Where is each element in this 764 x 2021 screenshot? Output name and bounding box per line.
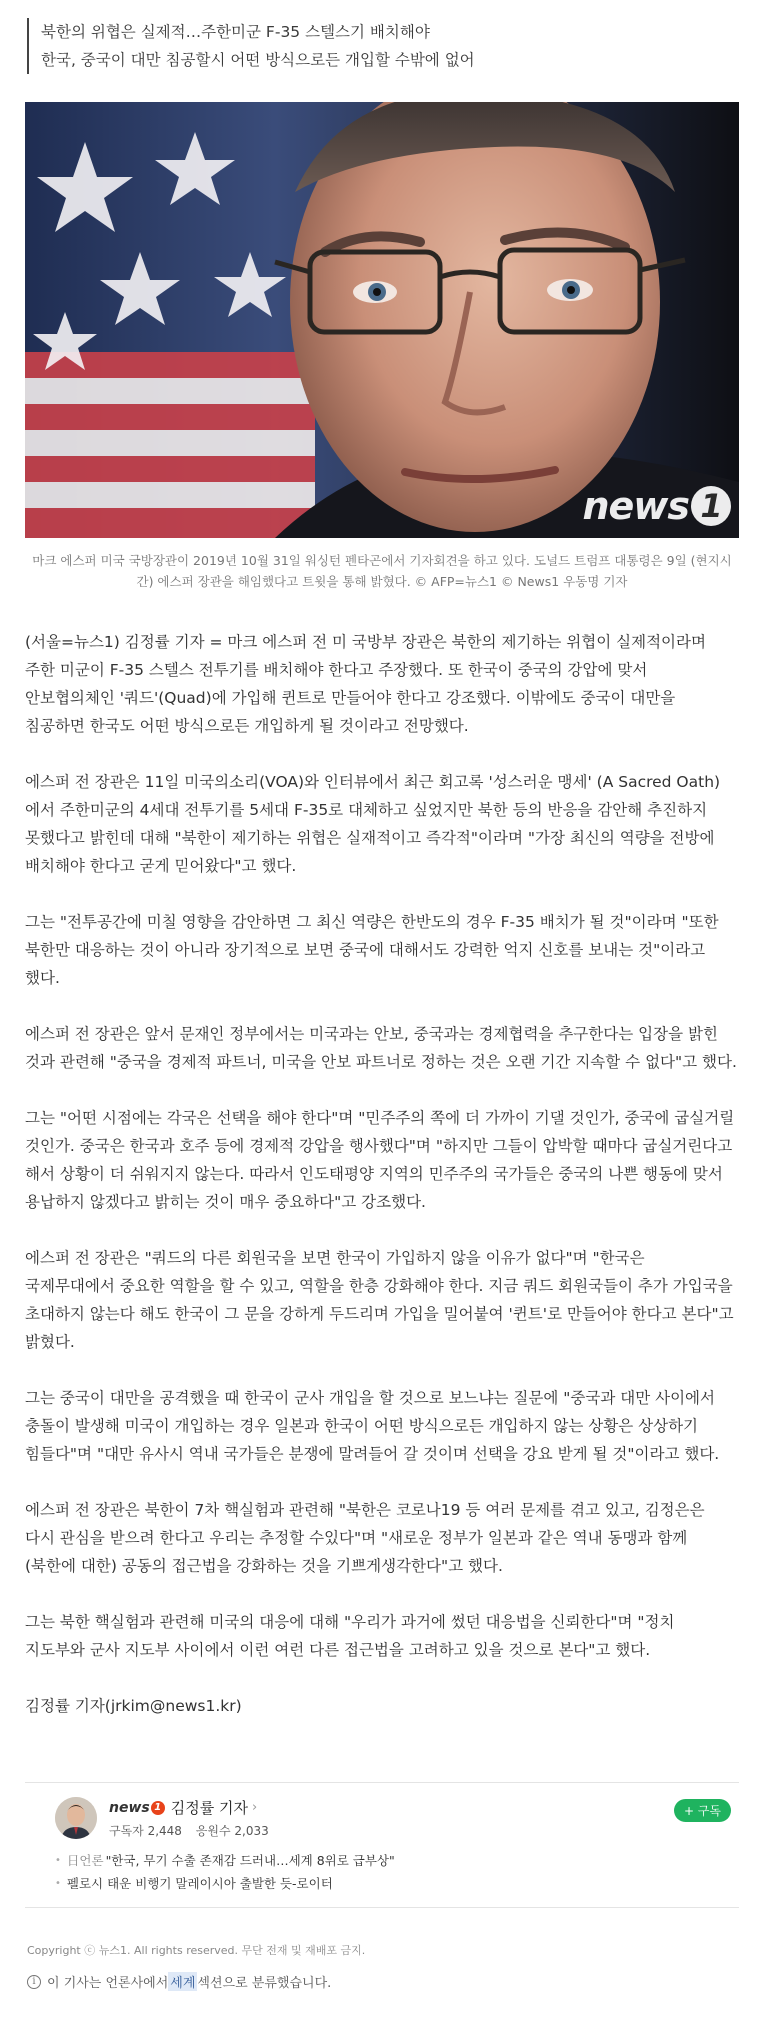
- article-paragraph: 그는 북한 핵실험과 관련해 미국의 대응에 대해 "우리가 과거에 썼던 대응법을 신뢰한다"며 "정치 지도부와 군사 지도부 사이에서 이런 여런 다른 접근법을 고려하고 있을 것으로 본다"고 했다.: [25, 1613, 675, 1659]
- article-paragraph: 에스퍼 전 장관은 "쿼드의 다른 회원국을 보면 한국이 가입하지 않을 이유가 없다"며 "한국은 국제무대에서 중요한 역할을 할 수 있고, 역할을 한층 강화해야 한다. 지금 쿼드 회원국들이 추가 가입국을 초대하지 않는다 해도 한국이 그 문을 강하게 두드리며 가입을 밀어붙여 '퀸트'로 만들어야 한다고 본다"고 밝혔다.: [25, 1249, 734, 1351]
- article-paragraph: (서울=뉴스1) 김정률 기자 = 마크 에스퍼 전 미 국방부 장관은 북한의 제기하는 위협이 실제적이라며 주한 미군이 F-35 스텔스 전투기를 배치해야 한다고 주장했다. 또 한국이 중국의 강압에 맞서 안보협의체인 '쿼드'(Quad)에 가입해 퀸트로 만들어야 한다고 강조했다. 이밖에도 중국이 대만을 침공하면 한국도 어떤 방식으로든 개입하게 될 것이라고 전망했다.: [25, 633, 706, 735]
- reporter-avatar[interactable]: [55, 1797, 97, 1839]
- article-body: [25, 628, 739, 1720]
- section-classification: [27, 1972, 739, 1991]
- article-photo[interactable]: [25, 102, 739, 538]
- article-subtitle: [27, 18, 739, 74]
- avatar-image: [55, 1797, 97, 1839]
- article-paragraph: 그는 "전투공간에 미칠 영향을 감안하면 그 최신 역량은 한반도의 경우 F-35 배치가 될 것"이라며 "또한 북한만 대응하는 것이 아니라 장기적으로 보면 중국에 대해서도 강력한 억지 신호를 보내는 것"이라고 했다.: [25, 913, 719, 987]
- news1-watermark: [582, 484, 731, 528]
- article-byline: 김정률 기자(jrkim@news1.kr): [25, 1697, 242, 1715]
- bullet-icon: •: [55, 1855, 61, 1866]
- news1-logo: [109, 1800, 165, 1816]
- supporter-count: 응원수 2,033: [195, 1824, 269, 1838]
- subtitle-line-1: 북한의 위협은 실제적…주한미군 F-35 스텔스기 배치해야: [41, 23, 430, 41]
- bullet-icon: •: [55, 1878, 61, 1889]
- article-paragraph: 에스퍼 전 장관은 11일 미국의소리(VOA)와 인터뷰에서 최근 회고록 '성스러운 맹세' (A Sacred Oath)에서 주한미군의 4세대 전투기를 5세대 F-35로 대체하고 싶었지만 북한 등의 반응을 감안해 추진하지 못했다고 밝힌데 대해 "북한이 제기하는 위협은 실재적이고 즉각적"이라며 "가장 최신의 역량을 전방에 배치해야 한다고 굳게 믿어왔다"고 했다.: [25, 773, 721, 875]
- reporter-card: [25, 1782, 739, 1908]
- copyright-notice: Copyright ⓒ 뉴스1. All rights reserved. 무단 전재 및 재배포 금지.: [27, 1944, 366, 1957]
- related-article-item[interactable]: [55, 1872, 735, 1895]
- subtitle-line-2: 한국, 중국이 대만 침공할시 어떤 방식으로든 개입할 수밖에 없어: [41, 51, 475, 69]
- related-source: 日언론: [66, 1853, 104, 1868]
- article-paragraph: 그는 "어떤 시점에는 각국은 선택을 해야 한다"며 "민주주의 쪽에 더 가까이 기댈 것인가, 중국에 굽실거릴 것인가. 중국은 한국과 호주 등에 경제적 강압을 행사했다"며 "하지만 그들이 압박할 때마다 굽실거린다고 해서 상황이 더 쉬워지지 않는다. 따라서 인도태평양 지역의 민주주의 국가들은 중국의 나쁜 행동에 맞서 용납하지 않겠다고 밝히는 것이 매우 중요하다"고 강조했다.: [25, 1109, 735, 1211]
- info-icon[interactable]: i: [27, 1975, 41, 1989]
- subscribe-button[interactable]: + 구독: [674, 1799, 731, 1822]
- logo-text: news: [109, 1799, 150, 1816]
- article-paragraph: 에스퍼 전 장관은 앞서 문재인 정부에서는 미국과는 안보, 중국과는 경제협력을 추구한다는 입장을 밝힌 것과 관련해 "중국을 경제적 파트너, 미국을 안보 파트너로 정하는 것은 오랜 기간 지속할 수 없다"고 했다.: [25, 1025, 737, 1071]
- related-title[interactable]: 펠로시 태운 비행기 말레이시아 출발한 듯-로이터: [66, 1876, 333, 1891]
- classify-suffix: 섹션으로 분류했습니다.: [197, 1976, 332, 1991]
- related-article-item[interactable]: [55, 1849, 735, 1872]
- watermark-number: 1: [691, 486, 731, 526]
- logo-number: 1: [151, 1801, 165, 1815]
- article-paragraph: 그는 중국이 대만을 공격했을 때 한국이 군사 개입을 할 것으로 보느냐는 질문에 "중국과 대만 사이에서 충돌이 발생해 미국이 개입하는 경우 일본과 한국이 어떤 방식으로든 개입하지 않는 상황은 상상하기 힘들다"며 "대만 유사시 역내 국가들은 분쟁에 말려들어 갈 것이며 선택을 강요 받게 될 것"이라고 했다.: [25, 1389, 720, 1463]
- chevron-right-icon[interactable]: ›: [251, 1800, 258, 1815]
- article-paragraph: 에스퍼 전 장관은 북한이 7차 핵실험과 관련해 "북한은 코로나19 등 여러 문제를 겪고 있고, 김정은은 다시 관심을 받으려 한다고 우리는 추정할 수있다"며 "새로운 정부가 일본과 같은 역내 동맹과 함께 (북한에 대한) 공동의 접근법을 강화하는 것을 기쁘게생각한다"고 했다.: [25, 1501, 705, 1575]
- watermark-text: news: [582, 484, 689, 528]
- classify-prefix: 이 기사는 언론사에서: [47, 1976, 169, 1991]
- section-link[interactable]: 세계: [168, 1972, 197, 1991]
- photo-illustration: [25, 102, 739, 538]
- subscriber-count: 구독자 2,448: [109, 1824, 182, 1838]
- reporter-name-link[interactable]: 김정률 기자: [170, 1799, 248, 1817]
- photo-caption: 마크 에스퍼 미국 국방장관이 2019년 10월 31일 워싱턴 펜타곤에서 기자회견을 하고 있다. 도널드 트럼프 대통령은 9일 (현지시간) 에스퍼 장관을 해임했다고 트윗을 통해 밝혔다. © AFP=뉴스1 © News1 우동명 기자: [32, 553, 732, 589]
- related-title[interactable]: "한국, 무기 수출 존재감 드러내…세계 8위로 급부상": [105, 1853, 395, 1868]
- related-articles: [55, 1849, 735, 1895]
- reporter-stats: [109, 1822, 279, 1839]
